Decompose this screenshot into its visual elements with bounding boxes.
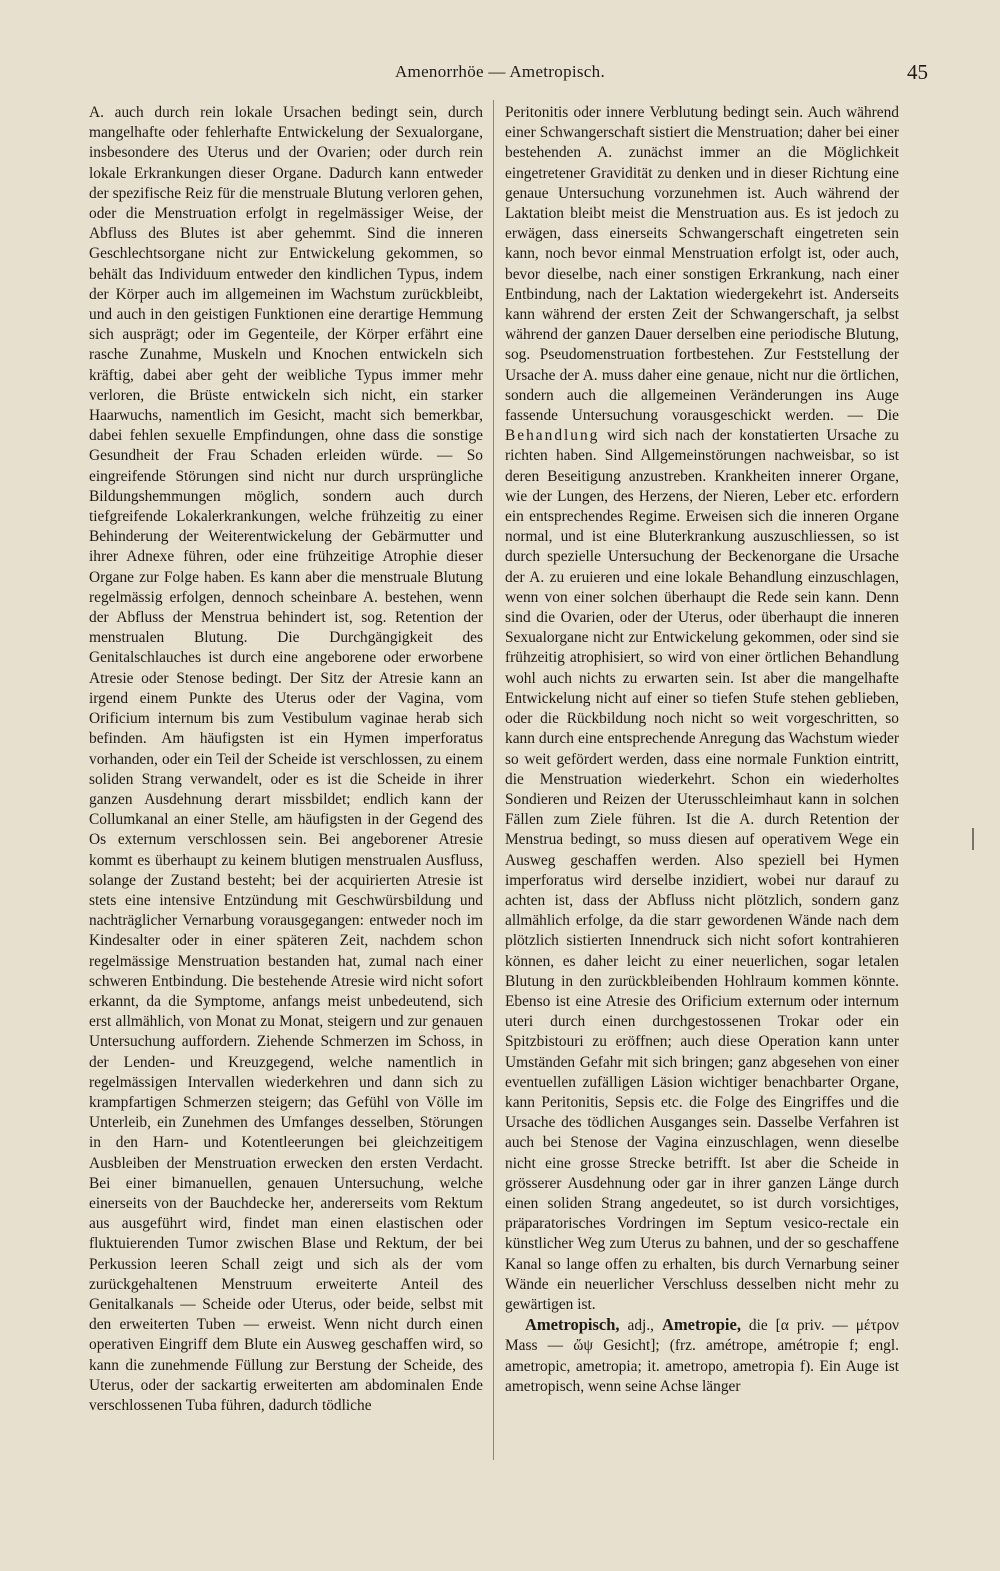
- right-column: [505, 103, 899, 1397]
- column-divider: [493, 100, 494, 1460]
- page-number: 45: [907, 60, 928, 84]
- left-column-text: A. auch durch rein lokale Ursachen bedingt sein, durch mangelhafte oder fehlerhafte Entwickelung der Sexualorgane, insbesondere des Uterus und der Ovarien; oder durch rein lokale Erkrankungen dieser Organe. Dadurch kann entweder der spezifische Reiz für die menstruale Blutung verloren gehen, oder die Menstruation erfolgt in regelmässiger Weise, der Abfluss des Blutes ist aber gehemmt. Sind die inneren Geschlechtsorgane nicht zur Entwickelung gekommen, so behält das Individuum entweder den kindlichen Typus, indem der Körper auch im allgemeinen im Wachstum zurückbleibt, und auch in den geistigen Funktionen eine derartige Hemmung sich ausprägt; oder im Gegenteile, der Körper erfährt eine rasche Zunahme, Muskeln und Knochen entwickeln sich kräftig, dabei aber geht der weibliche Typus immer mehr verloren, die Brüste entwickeln sich nicht, ein starker Haarwuchs, namentlich im Gesicht, macht sich bemerkbar, dabei fehlen sexuelle Empfindungen, ohne dass die sonstige Gesundheit der Frau Schaden erleiden würde. — So eingreifende Störungen sind nicht nur durch ursprüngliche Bildungshemmungen möglich, sondern auch durch tiefgreifende Lokalerkrankungen, welche frühzeitig zu einer Behinderung der Weiterentwickelung der Gebärmutter und ihrer Adnexe führen, oder eine frühzeitige Atrophie dieser Organe zur Folge haben. Es kann aber die menstruale Blutung regelmässig erfolgen, dennoch scheinbare A. bestehen, wenn der Abfluss der Menstrua behindert ist, sog. Retention der menstrualen Blutung. Die Durchgängigkeit des Genitalschlauches ist durch eine angeborene oder erworbene Atresie oder Stenose bedingt. Der Sitz der Atresie kann an irgend einem Punkte des Uterus oder der Vagina, vom Orificium internum bis zum Vestibulum vaginae herab sich befinden. Am häufigsten ist ein Hymen imperforatus vorhanden, oder ein Teil der Scheide ist verschlossen, zu einem soliden Strang verwandelt, oder es ist die Scheide in ihrer ganzen Ausdehnung derart missbildet; endlich kann der Collumkanal an einer Stelle, am häufigsten in der Gegend des Os externum verschlossen sein. Bei angeborener Atresie kommt es überhaupt zu keinem blutigen menstrualen Ausfluss, solange der Zustand besteht; bei der acquirierten Atresie ist stets eine intensive Entzündung mit Geschwürsbildung und nachträglicher Vernarbung vorausgegangen: entweder noch im Kindesalter oder in einer späteren Zeit, nachdem schon regelmässige Menstruation bestanden hat, zumal nach einer schweren Entbindung. Die bestehende Atresie wird nicht sofort erkannt, da die Symptome, anfangs meist unbedeutend, sich erst allmählich, von Monat zu Monat, steigern und zur genauen Untersuchung auffordern. Ziehende Schmerzen im Schoss, in der Lenden- und Kreuzgegend, welche namentlich in regelmässigen Intervallen wiederkehren und dann sich zu krampfartigen Schmerzen steigern; das Gefühl von Völle im Unterleib, ein Zunehmen des Umfanges desselben, Störungen in den Harn- und Kotentleerungen bei gleichzeitigem Ausbleiben der Menstruation erwecken den ersten Verdacht. Bei einer bimanuellen, genauen Untersuchung, welche einerseits von der Bauchdecke her, andererseits vom Rektum aus ausgeführt wird, findet man einen elastischen oder fluktuierenden Tumor zwischen Blase und Rektum, der bei Perkussion leeren Schall zeigt und sich als der vom zurückgehaltenen Menstruum erweiterte Anteil des Genitalkanals — Scheide oder Uterus, oder beide, selbst mit den erweiterten Tuben — erweist. Wenn nicht durch einen operativen Eingriff dem Blute ein Ausweg geschaffen wird, so kann die zunehmende Füllung zur Berstung der Scheide, des Uterus, oder der sackartig erweiterten am abdominalen Ende verschlossenen Tuba führen, dadurch tödliche: [89, 104, 483, 1414]
- entry-headword-ametropie: Ametropie,: [661, 1315, 741, 1335]
- entry-pos: adj.,: [619, 1317, 662, 1335]
- right-column-text-b: wird sich nach der konstatierten Ursache zu richten haben. Sind Allgemeinstörungen nachweisbar, so ist deren Beseitigung anzustreben. Krankheiten innerer Organe, wie der Lungen, des Herzens, der Nieren, Leber etc. erfordern ein entsprechendes Regime. Erweisen sich die inneren Organe normal, und ist eine Bluterkrankung auszuschliessen, so ist durch spezielle Untersuchung der Beckenorgane die Ursache der A. zu eruieren und eine lokale Behandlung einzuschlagen, wenn von einer solchen überhaupt die Rede sein kann. Denn sind die Ovarien, oder der Uterus, oder überhaupt die inneren Sexualorgane nicht zur Entwickelung gekommen, oder sind sie frühzeitig atrophisiert, so wird von einer örtlichen Behandlung wohl auch nichts zu erwarten sein. Ist aber die mangelhafte Entwickelung nicht auf einer so tiefen Stufe stehen geblieben, oder die Rückbildung noch nicht so weit vorgeschritten, so kann durch eine entsprechende Anregung das Wachstum wieder so weit gefördert werden, dass eine normale Funktion eintritt, die Menstruation wiederkehrt. Schon ein wiederholtes Sondieren und Reizen der Uterusschleimhaut kann in solchen Fällen zum Ziele führen. Ist die A. durch Retention der Menstrua bedingt, so muss diesen auf operativem Wege ein Ausweg geschaffen werden. Also speziell bei Hymen imperforatus wird derselbe inzidiert, wobei nur darauf zu achten ist, dass der Abfluss nicht plötzlich, sondern ganz allmählich erfolge, da die starr gewordenen Wände nach dem plötzlich sistierten Innendruck sich nicht sofort kontrahieren können, es daher leicht zu einer neuerlichen, sogar letalen Blutung in den zurückbleibenden Hohlraum kommen könnte. Ebenso ist eine Atresie des Orificium externum oder internum uteri durch einen durchgestossenen Trokar oder ein Spitzbistouri zu eröffnen; auch diese Operation kann unter Umständen Gefahr mit sich bringen; ganz abgesehen von einer eventuellen zufälligen Läsion wichtiger benachbarter Organe, kann Peritonitis, Sepsis etc. die Folge des Eingriffes und die Ursache des tödlichen Ausganges sein. Dasselbe Verfahren ist auch bei Stenose der Vagina einzuschlagen, wenn dieselbe nicht eine grosse Strecke betrifft. Ist aber die Scheide in grösserer Ausdehnung oder gar in ihrer ganzen Länge durch einen soliden Strang angedeutet, so ist durch vorsichtiges, präparatorisches Vordringen im Septum vesico-rectale ein künstlicher Weg zum Uterus zu bahnen, und der so geschaffene Kanal so lange offen zu erhalten, bis durch Vernarbung seiner Wände ein neuerlicher Verschluss desselben nicht mehr zu gewärtigen ist.: [505, 427, 899, 1313]
- entry-headword-ametropisch: Ametropisch,: [525, 1315, 620, 1335]
- dictionary-entry: [505, 1315, 899, 1397]
- margin-mark: [972, 828, 974, 850]
- running-header: Amenorrhöe — Ametropisch.: [394, 62, 606, 81]
- right-column-paragraph: [505, 103, 899, 1315]
- left-column: [89, 103, 483, 1416]
- entry-definition: die [α priv. — μέτρον Mass — ὤψ Gesicht]; (frz. amétrope, amétropie f; engl. ametropic, ametropia; it. ametropo, ametropia f). Ein Auge ist ametropisch, wenn seine Achse länger: [505, 1317, 899, 1395]
- right-column-text-a: Peritonitis oder innere Verblutung bedingt sein. Auch während einer Schwangerschaft sistiert die Menstruation; daher bei einer bestehenden A. zunächst immer an die Möglichkeit eingetretener Gravidität zu denken und in dieser Richtung eine genaue Untersuchung vorzunehmen ist. Auch während der Laktation bleibt meist die Menstruation aus. Es ist jedoch zu erwägen, dass einerseits Schwangerschaft eingetreten sein kann, noch bevor einmal Menstruation erfolgt ist, oder auch, bevor dieselbe, nach einer sonstigen Erkrankung, nach einer Entbindung, nach der Laktation wiedergekehrt ist. Anderseits kann während der ersten Zeit der Schwangerschaft, ja selbst während der ganzen Dauer derselben eine periodische Blutung, sog. Pseudomenstruation fortbestehen. Zur Feststellung der Ursache der A. muss daher eine genaue, nicht nur die örtlichen, sondern auch die allgemeinen Veränderungen ins Auge fassende Untersuchung vorausgeschickt werden. — Die: [505, 104, 899, 425]
- behandlung-spaced-word: Behandlung: [505, 427, 600, 445]
